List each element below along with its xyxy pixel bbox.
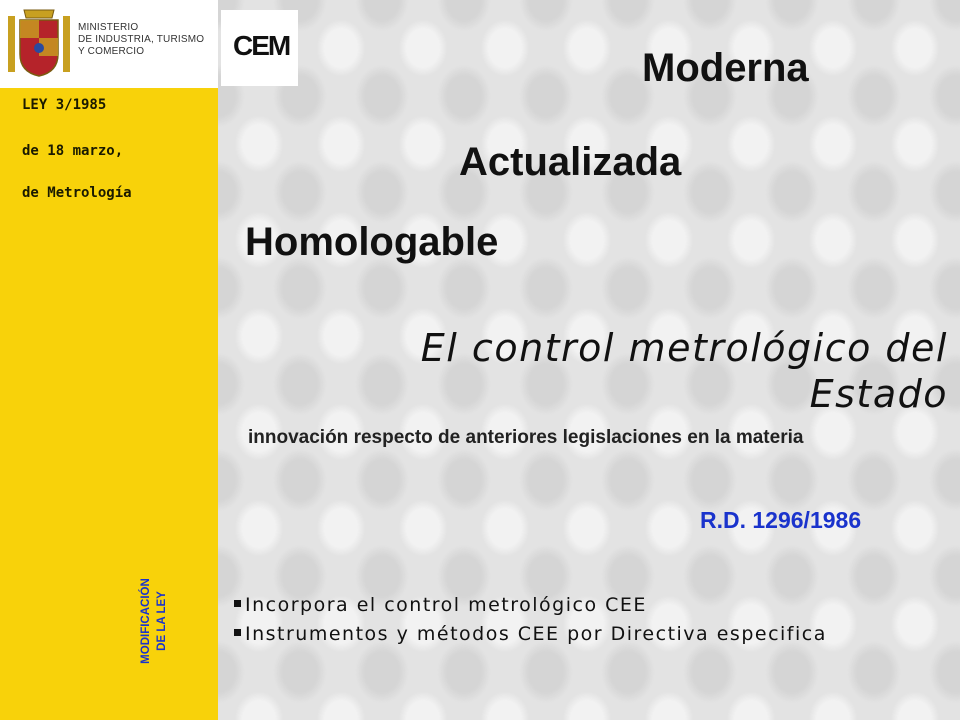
spain-coat-of-arms-icon xyxy=(6,6,72,80)
ley-subject: de Metrología xyxy=(22,185,132,201)
ministry-line: Y COMERCIO xyxy=(78,46,145,57)
heading-actualizada: Actualizada xyxy=(459,140,682,184)
ministry-logo xyxy=(0,0,218,88)
square-bullet-icon xyxy=(234,629,241,636)
bullet-text: Incorpora el control metrológico CEE xyxy=(245,594,647,616)
heading-moderna: Moderna xyxy=(642,46,809,90)
bullet-item xyxy=(234,620,934,649)
innovation-text: innovación respecto de anteriores legislaciones en la materia xyxy=(248,427,804,448)
ministry-name xyxy=(78,22,204,58)
rd-reference: R.D. 1296/1986 xyxy=(700,507,862,533)
vertical-label-line: MODIFICACIÓN xyxy=(140,578,152,664)
ministry-line: DE INDUSTRIA, TURISMO xyxy=(78,34,205,45)
cem-logo-text: CEM xyxy=(233,30,290,61)
ley-number: LEY 3/1985 xyxy=(22,97,107,113)
heading-homologable: Homologable xyxy=(245,220,499,264)
bullet-item xyxy=(234,591,934,620)
ley-date: de 18 marzo, xyxy=(22,143,124,159)
bullet-text: Instrumentos y métodos CEE por Directiva especifica xyxy=(245,623,827,645)
vertical-label xyxy=(138,566,182,676)
slide-title: El control metrológico del Estado xyxy=(420,326,948,416)
square-bullet-icon xyxy=(234,600,241,607)
vertical-label-line: DE LA LEY xyxy=(156,591,168,651)
bullet-list xyxy=(234,591,934,649)
ministry-line: MINISTERIO xyxy=(78,22,139,33)
